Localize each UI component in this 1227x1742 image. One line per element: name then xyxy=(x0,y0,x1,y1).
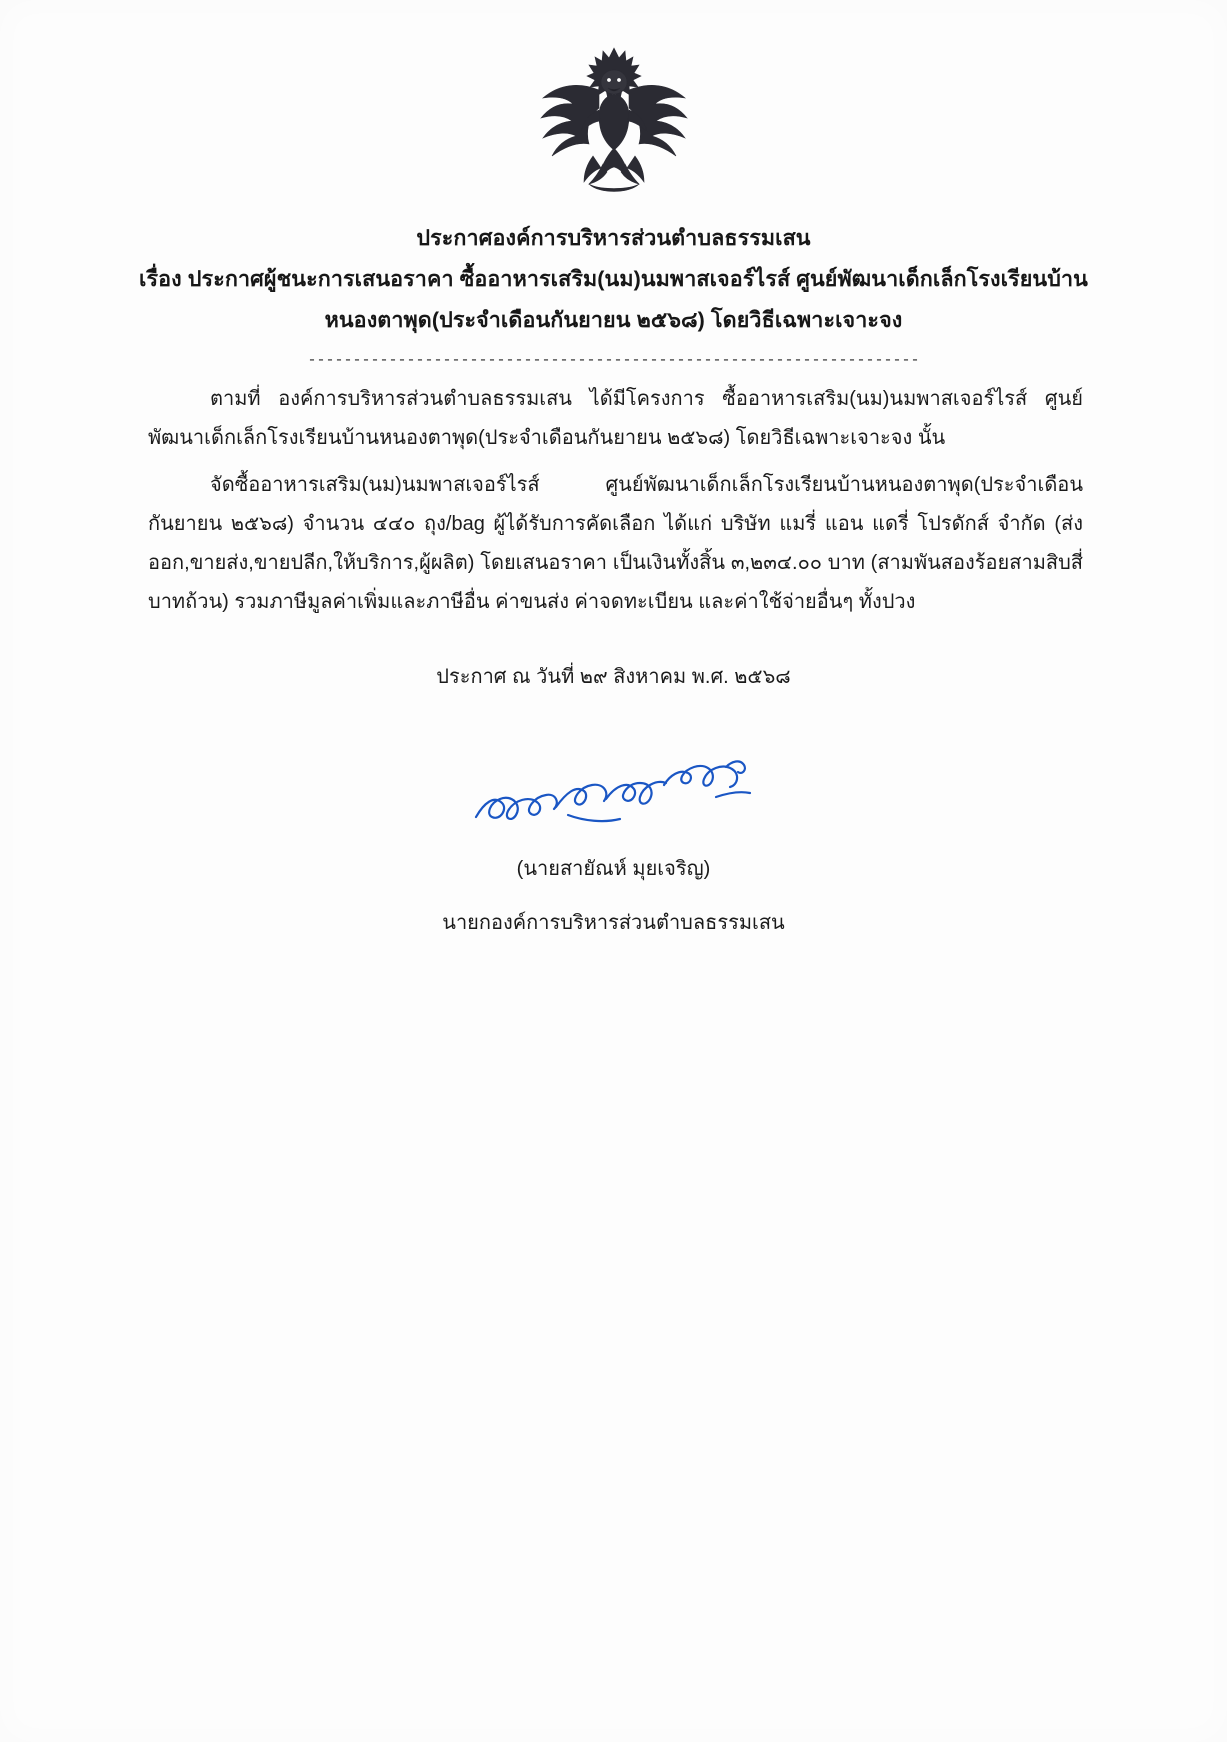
header-line-subject-1: เรื่อง ประกาศผู้ชนะการเสนอราคา ซื้ออาหารเสริม(นม)นมพาสเจอร์ไรส์ ศูนย์พัฒนาเด็กเล็กโรงเรียนบ้าน xyxy=(139,267,1088,291)
document-body xyxy=(148,380,1083,630)
signer-title: นายกองค์การบริหารส่วนตำบลธรรมเสน xyxy=(442,912,785,934)
header-line-organization: ประกาศองค์การบริหารส่วนตำบลธรรมเสน xyxy=(416,226,811,250)
body-paragraph-1: ตามที่ องค์การบริหารส่วนตำบลธรรมเสน ได้มีโครงการ ซื้ออาหารเสริม(นม)นมพาสเจอร์ไรส์ ศูนย์พัฒนาเด็กเล็กโรงเรียนบ้านหนองตาพุด(ประจำเดือนกันยายน ๒๕๖๘) โดยวิธีเฉพาะเจาะจง นั้น xyxy=(148,388,1083,449)
signer-name: (นายสายัณห์ มุยเจริญ) xyxy=(516,858,711,880)
header-line-subject-2: หนองตาพุด(ประจำเดือนกันยายน ๒๕๖๘) โดยวิธีเฉพาะเจาะจง xyxy=(324,308,903,332)
announcement-date: ประกาศ ณ วันที่ ๒๙ สิงหาคม พ.ศ. ๒๕๖๘ xyxy=(436,666,791,688)
document-header xyxy=(0,218,1227,341)
handwritten-signature-icon xyxy=(464,745,764,850)
header-divider: -------------------------------------------------------------------- xyxy=(307,352,920,369)
garuda-emblem-icon xyxy=(529,38,699,198)
signature-block xyxy=(0,745,1227,938)
body-paragraph-2: จัดซื้ออาหารเสริม(นม)นมพาสเจอร์ไรส์ ศูนย์พัฒนาเด็กเล็กโรงเรียนบ้านหนองตาพุด(ประจำเดือนกันยายน ๒๕๖๘) จำนวน ๔๔๐ ถุง/bag ผู้ได้รับการคัดเลือก ได้แก่ บริษัท แมรี่ แอน แดรี่ โปรดักส์ จำกัด (ส่งออก,ขายส่ง,ขายปลีก,ให้บริการ,ผู้ผลิต) โดยเสนอราคา เป็นเงินทั้งสิ้น ๓,๒๓๔.๐๐ บาท (สามพันสองร้อยสามสิบสี่บาทถ้วน) รวมภาษีมูลค่าเพิ่มและภาษีอื่น ค่าขนส่ง ค่าจดทะเบียน และค่าใช้จ่ายอื่นๆ ทั้งปวง xyxy=(148,474,1083,613)
emblem-container xyxy=(0,38,1227,198)
